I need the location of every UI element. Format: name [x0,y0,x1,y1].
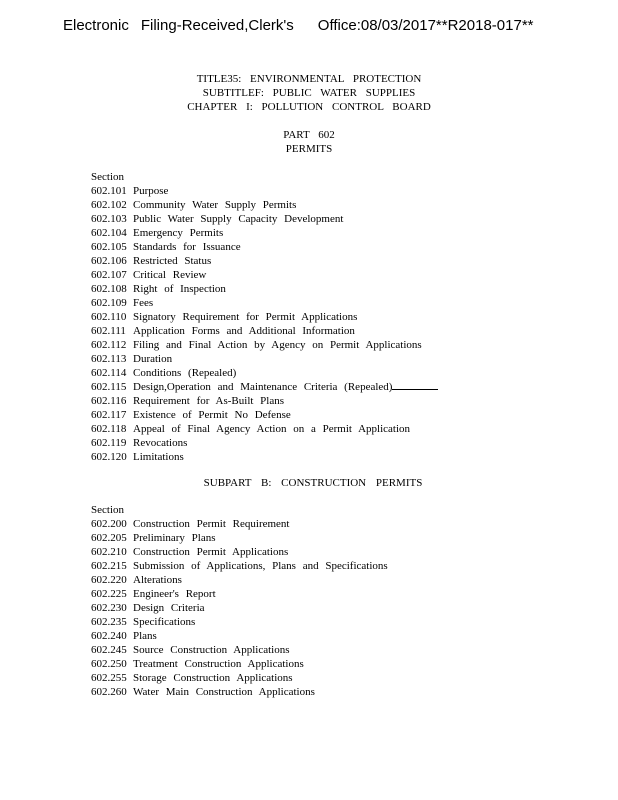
section-number: 602.200 [91,518,127,530]
section-number: 602.106 [91,255,127,267]
section-title: Duration [133,353,173,365]
section-number: 602.205 [91,532,127,544]
subpart-b-section-list [91,503,388,699]
section-title: Revocations [133,437,188,449]
section-row [91,573,388,587]
section-title: Limitations [133,451,184,463]
section-row [91,310,438,324]
section-title: Public Water Supply Capacity Development [133,213,344,225]
section-title: Specifications [133,616,196,628]
section-row [91,436,438,450]
section-row [91,394,438,408]
section-title: Right of Inspection [133,283,226,295]
section-title: Conditions (Repealed) [133,367,237,379]
section-number: 602.119 [91,437,127,449]
filing-stamp [63,17,534,34]
section-list [91,170,438,464]
section-number: 602.260 [91,686,127,698]
section-number: 602.220 [91,574,127,586]
subpart-b-section-caption: Section [91,504,124,516]
section-title: Filing and Final Action by Agency on Permit Applications [133,339,422,351]
section-row [91,615,388,629]
section-number: 602.114 [91,367,127,379]
section-title: Critical Review [133,269,207,281]
section-row [91,643,388,657]
section-number: 602.235 [91,616,127,628]
underline-rule [392,380,438,390]
section-rows [91,184,438,464]
section-number: 602.113 [91,353,127,365]
section-row [91,422,438,436]
section-number: 602.240 [91,630,127,642]
section-title: Submission of Applications, Plans and Specifications [133,560,388,572]
section-number: 602.215 [91,560,127,572]
section-number: 602.112 [91,339,127,351]
section-title: Emergency Permits [133,227,224,239]
section-number: 602.245 [91,644,127,656]
section-title: Standards for Issuance [133,241,241,253]
section-row [91,282,438,296]
section-row [91,671,388,685]
section-number: 602.120 [91,451,127,463]
section-title: Existence of Permit No Defense [133,409,291,421]
section-row [91,408,438,422]
part-line: PART 602 [283,129,335,141]
section-number: 602.117 [91,409,127,421]
section-number: 602.109 [91,297,127,309]
section-row [91,517,388,531]
subpart-b-heading: SUBPART B: CONSTRUCTION PERMITS [203,477,423,489]
section-title: Engineer's Report [133,588,216,600]
section-row [91,629,388,643]
section-title: Storage Construction Applications [133,672,293,684]
section-row [91,380,438,394]
title-line: TITLE35: ENVIRONMENTAL PROTECTION [196,73,422,85]
section-row [91,366,438,380]
section-row [91,559,388,573]
section-number: 602.116 [91,395,127,407]
section-row [91,212,438,226]
section-row [91,601,388,615]
section-number: 602.210 [91,546,127,558]
section-title: Purpose [133,185,169,197]
section-title: Treatment Construction Applications [133,658,304,670]
section-title: Source Construction Applications [133,644,290,656]
stamp-part-3: Office:08/03/2017**R2018-017** [317,17,534,34]
section-caption: Section [91,171,124,183]
subtitle-line: SUBTITLEF: PUBLIC WATER SUPPLIES [202,87,416,99]
section-row [91,657,388,671]
section-number: 602.250 [91,658,127,670]
section-title: Plans [133,630,157,642]
part-title: PERMITS [285,143,333,155]
section-row [91,338,438,352]
section-row [91,685,388,699]
section-number: 602.108 [91,283,127,295]
section-row [91,184,438,198]
section-row [91,324,438,338]
section-title: Restricted Status [133,255,212,267]
section-row [91,268,438,282]
section-number: 602.104 [91,227,127,239]
section-title: Requirement for As-Built Plans [133,395,285,407]
section-row [91,352,438,366]
section-title: Construction Permit Requirement [133,518,290,530]
subpart-b-section-rows [91,517,388,699]
stamp-part-1: Electronic [63,17,129,34]
section-number: 602.102 [91,199,127,211]
section-number: 602.110 [91,311,127,323]
section-row [91,198,438,212]
section-number: 602.111 [91,325,126,337]
section-number: 602.115 [91,381,127,393]
section-row [91,545,388,559]
stamp-part-2: Filing-Received,Clerk's [140,17,294,34]
section-number: 602.103 [91,213,127,225]
section-title: Fees [133,297,154,309]
chapter-line: CHAPTER I: POLLUTION CONTROL BOARD [187,101,431,113]
section-number: 602.105 [91,241,127,253]
section-title: Appeal of Final Agency Action on a Permit Application [133,423,411,435]
section-number: 602.230 [91,602,127,614]
section-number: 602.255 [91,672,127,684]
section-number: 602.101 [91,185,127,197]
section-title: Signatory Requirement for Permit Applications [133,311,358,323]
section-number: 602.225 [91,588,127,600]
section-row [91,240,438,254]
section-title: Design,Operation and Maintenance Criteria (Repealed) [133,381,393,393]
section-title: Application Forms and Additional Information [133,325,355,337]
section-title: Community Water Supply Permits [133,199,297,211]
section-row [91,587,388,601]
section-title: Water Main Construction Applications [133,686,315,698]
section-title: Preliminary Plans [133,532,216,544]
section-row [91,254,438,268]
section-title: Design Criteria [133,602,205,614]
section-title: Alterations [133,574,182,586]
section-row [91,531,388,545]
section-row [91,450,438,464]
section-title: Construction Permit Applications [133,546,289,558]
section-number: 602.118 [91,423,127,435]
section-row [91,226,438,240]
section-row [91,296,438,310]
section-number: 602.107 [91,269,127,281]
